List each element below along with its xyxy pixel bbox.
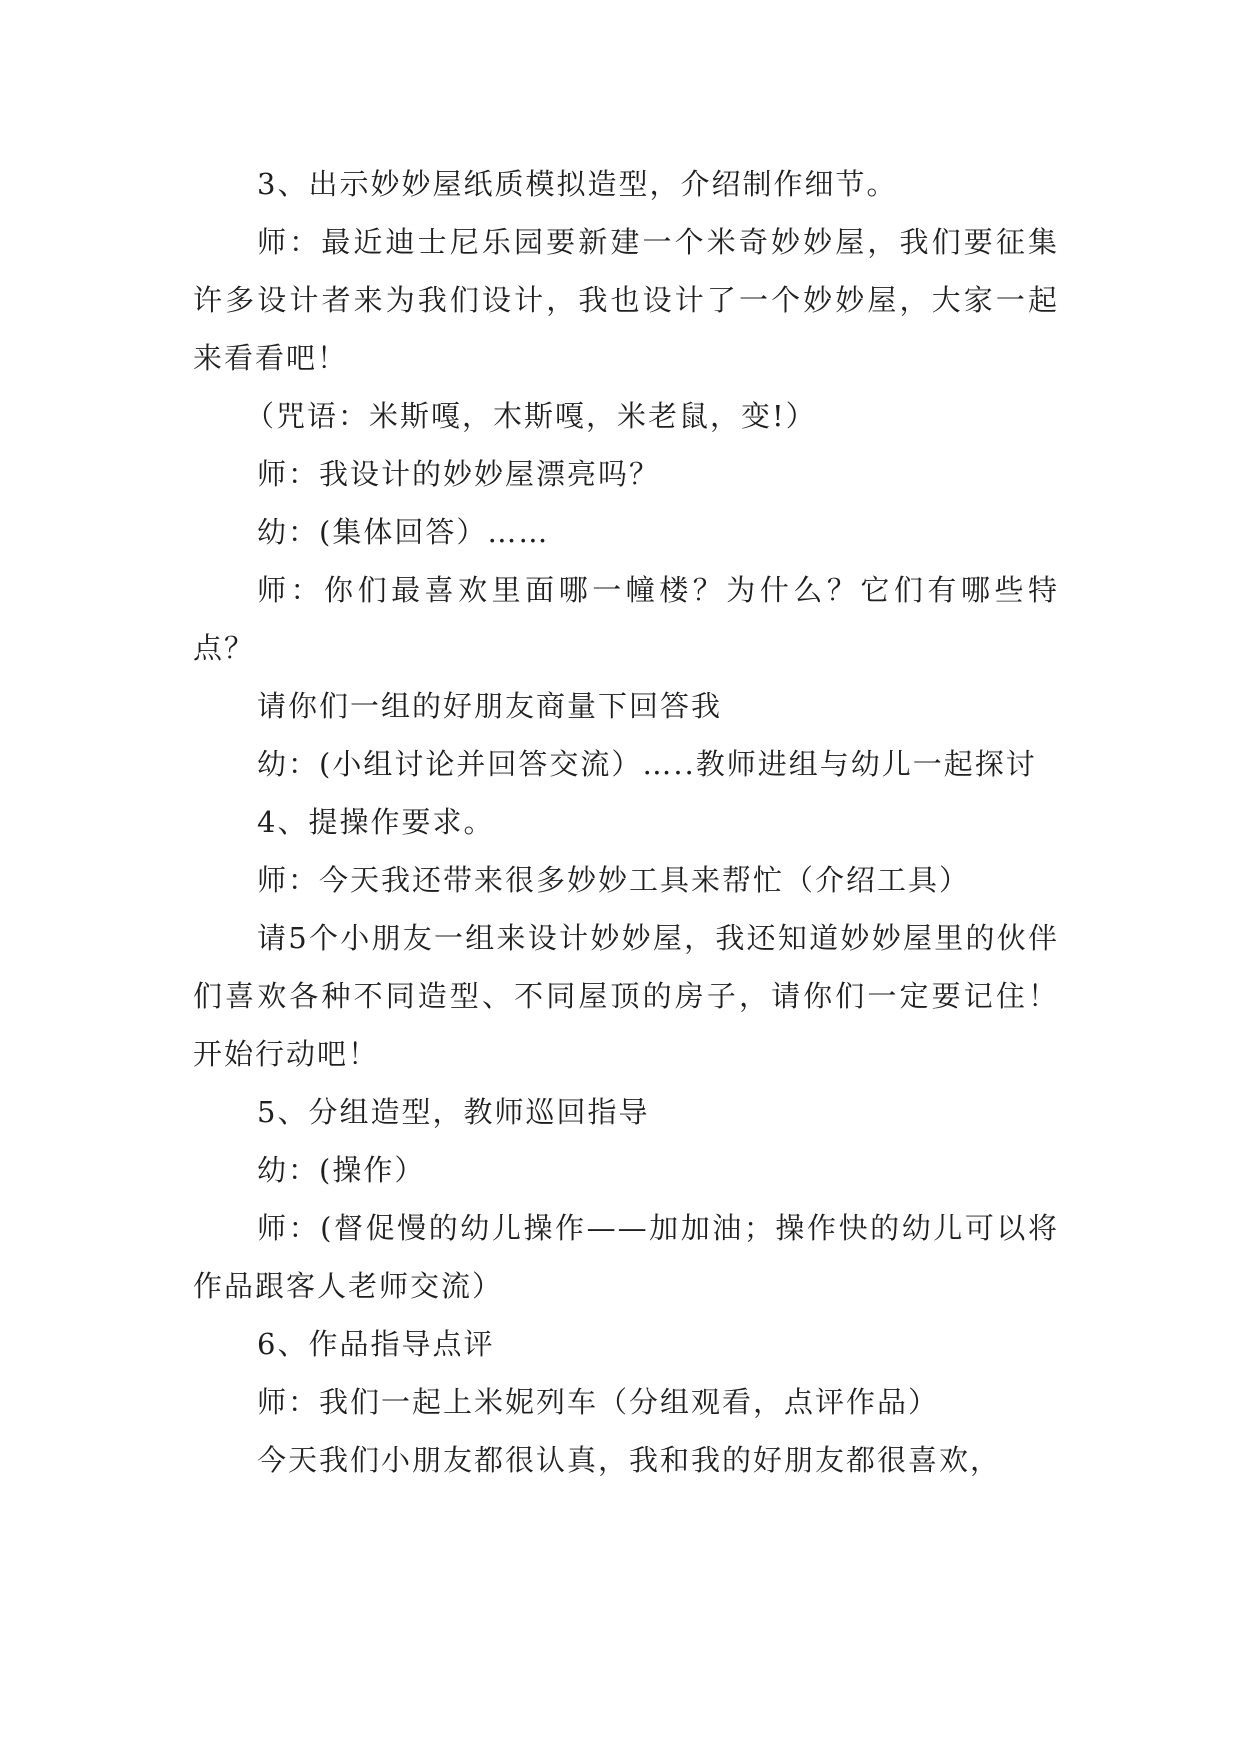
paragraph-group-discussion-prompt: 请你们一组的好朋友商量下回答我 (257, 689, 723, 723)
paragraph-teacher-question: 师：我设计的妙妙屋漂亮吗？ (257, 457, 661, 491)
paragraph-minnie-train: 师：我们一起上米妮列车（分组观看，点评作品） (257, 1385, 940, 1419)
paragraph-tools-intro: 师：今天我还带来很多妙妙工具来帮忙（介绍工具） (257, 863, 971, 897)
paragraph-closing-praise: 今天我们小朋友都很认真，我和我的好朋友都很喜欢， (257, 1443, 1002, 1477)
paragraph-spell: （咒语：米斯嘎，木斯嘎，米老鼠，变!） (245, 399, 817, 433)
paragraph-step-6: 6、作品指导点评 (257, 1327, 495, 1361)
paragraph-teacher-intro: 师：最近迪士尼乐园要新建一个米奇妙妙屋，我们要征集许多设计者来为我们设计，我也设计了一个妙妙屋，大家一起来看看吧！ (193, 225, 1059, 375)
paragraph-teacher-guidance: 师：(督促慢的幼儿操作——加加油；操作快的幼儿可以将作品跟客人老师交流） (193, 1211, 1059, 1303)
paragraph-children-operate: 幼：(操作） (257, 1153, 426, 1187)
document-body (193, 155, 1059, 1489)
paragraph-step-3: 3、出示妙妙屋纸质模拟造型，介绍制作细节。 (257, 167, 898, 201)
paragraph-teacher-building-question: 师：你们最喜欢里面哪一幢楼？为什么？它们有哪些特点？ (193, 573, 1059, 665)
paragraph-design-instructions: 请5个小朋友一组来设计妙妙屋，我还知道妙妙屋里的伙伴们喜欢各种不同造型、不同屋顶的房子，请你们一定要记住！开始行动吧！ (193, 921, 1059, 1071)
paragraph-group-discussion: 幼：(小组讨论并回答交流）…..教师进组与幼儿一起探讨 (257, 747, 1037, 781)
paragraph-step-4: 4、提操作要求。 (257, 805, 495, 839)
paragraph-step-5: 5、分组造型，教师巡回指导 (257, 1095, 650, 1129)
paragraph-children-answer: 幼：(集体回答）…… (257, 515, 550, 549)
